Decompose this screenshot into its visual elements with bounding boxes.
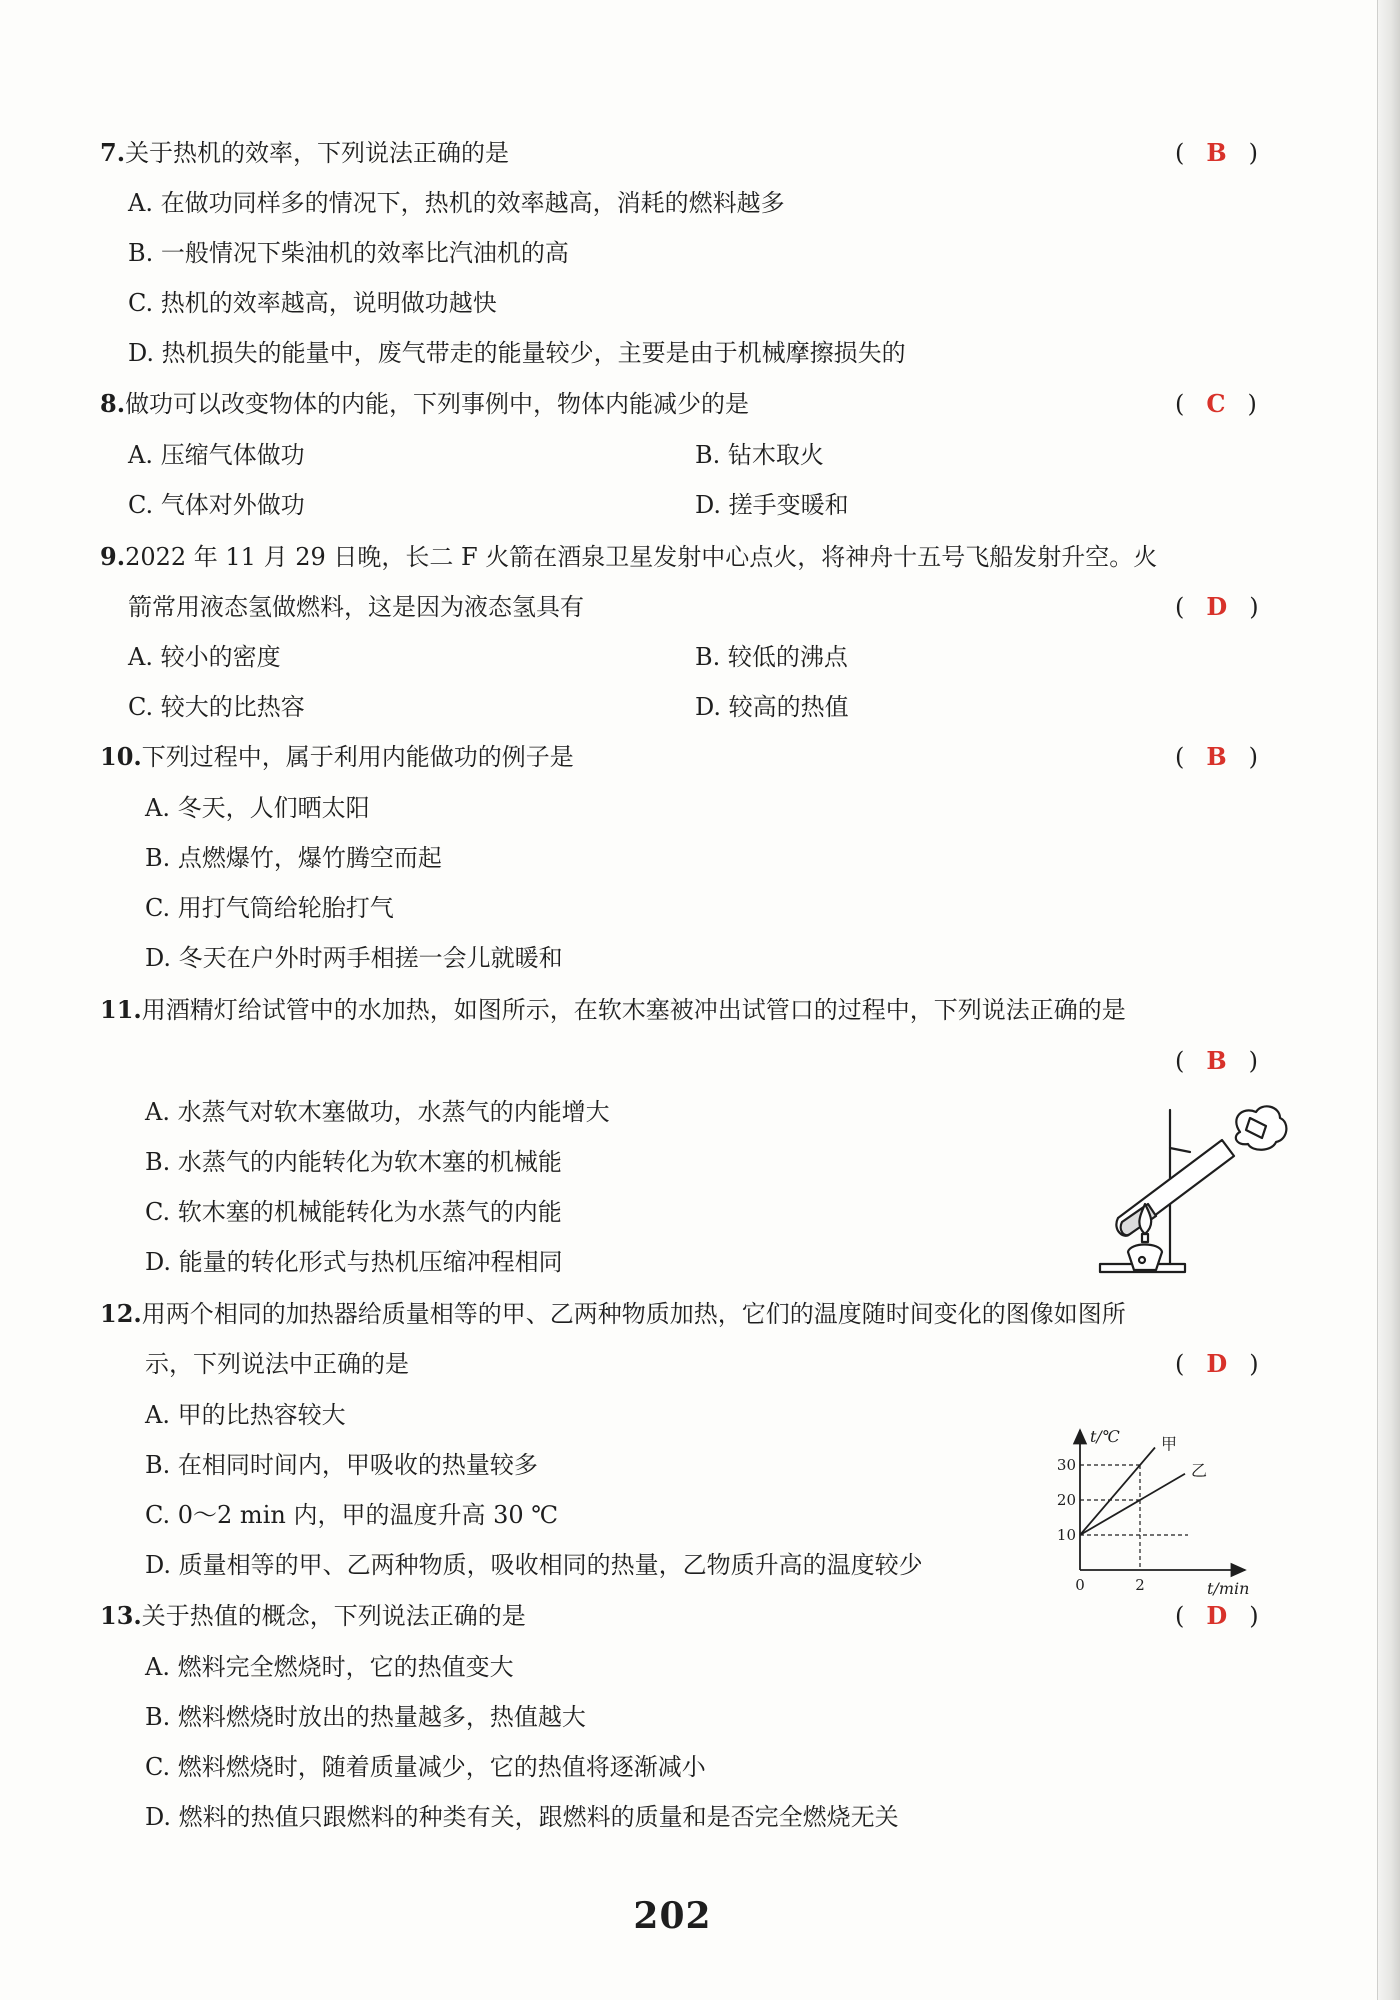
answer-letter: B: [1206, 1046, 1227, 1075]
question-text: 关于热机的效率，下列说法正确的是: [125, 139, 510, 167]
x-tick-label: 2: [1135, 1576, 1145, 1594]
question-text: 做功可以改变物体的内能，下列事例中，物体内能减少的是: [125, 390, 750, 418]
question-number: 9.: [100, 542, 126, 571]
question-8-answer: ( C ): [1175, 389, 1257, 418]
option-c: C. 气体对外做功: [128, 491, 305, 519]
question-number: 8.: [100, 389, 126, 418]
series-line-2: [1080, 1474, 1185, 1535]
option-b: B. 水蒸气的内能转化为软木塞的机械能: [145, 1148, 562, 1176]
question-text: 用酒精灯给试管中的水加热，如图所示，在软木塞被冲出试管口的过程中，下列说法正确的是: [141, 996, 1126, 1024]
option-c: C. 用打气筒给轮胎打气: [145, 894, 394, 922]
x-axis-label: t/min: [1207, 1579, 1250, 1598]
question-text: 关于热值的概念，下列说法正确的是: [141, 1602, 526, 1630]
y-axis-label: t/℃: [1090, 1427, 1120, 1446]
y-tick-label: 30: [1056, 1456, 1076, 1474]
option-d: D. 质量相等的甲、乙两种物质，吸收相同的热量，乙物质升高的温度较少: [145, 1551, 923, 1579]
option-c: C. 热机的效率越高，说明做功越快: [128, 289, 497, 317]
question-11-answer: ( B ): [1175, 1046, 1259, 1075]
series-line-1: [1080, 1448, 1155, 1536]
question-7-stem: [100, 133, 509, 173]
x-tick-label: 0: [1075, 1576, 1085, 1594]
series-label: 乙: [1191, 1460, 1208, 1480]
option-a: A. 较小的密度: [128, 643, 281, 671]
answer-letter: B: [1206, 742, 1227, 771]
answer-letter: C: [1206, 389, 1226, 418]
question-number: 11.: [100, 995, 142, 1024]
question-11-stem: [100, 990, 1126, 1030]
option-b: B. 钻木取火: [695, 441, 824, 469]
option-a: A. 冬天，人们晒太阳: [145, 794, 370, 822]
question-13-stem: [100, 1596, 526, 1636]
question-8-stem: [100, 384, 749, 424]
option-d: D. 能量的转化形式与热机压缩冲程相同: [145, 1248, 563, 1276]
option-c: C. 燃料燃烧时，随着质量减少，它的热值将逐渐减小: [145, 1753, 706, 1781]
answer-letter: D: [1206, 1349, 1228, 1378]
option-b: B. 点燃爆竹，爆竹腾空而起: [145, 844, 442, 872]
option-d: D. 燃料的热值只跟燃料的种类有关，跟燃料的质量和是否完全燃烧无关: [145, 1803, 899, 1831]
option-a: A. 燃料完全燃烧时，它的热值变大: [145, 1653, 514, 1681]
option-b: B. 较低的沸点: [695, 643, 848, 671]
question-9-answer: ( D ): [1175, 592, 1259, 621]
answer-letter: D: [1206, 592, 1228, 621]
option-b: B. 一般情况下柴油机的效率比汽油机的高: [128, 239, 569, 267]
option-b: B. 在相同时间内，甲吸收的热量较多: [145, 1451, 538, 1479]
question-12-stem: [100, 1294, 1126, 1334]
temperature-time-chart: [1040, 1400, 1280, 1600]
answer-letter: D: [1206, 1601, 1228, 1630]
option-d: D. 热机损失的能量中，废气带走的能量较少，主要是由于机械摩擦损失的: [128, 339, 906, 367]
question-text: 用两个相同的加热器给质量相等的甲、乙两种物质加热，它们的温度随时间变化的图像如图所: [141, 1300, 1126, 1328]
question-7-answer: ( B ): [1175, 138, 1259, 167]
question-10-stem: [100, 737, 574, 777]
question-10-answer: ( B ): [1175, 742, 1259, 771]
question-text: 2022 年 11 月 29 日晚，长二 F 火箭在酒泉卫星发射中心点火，将神舟十五号飞船发射升空。火: [125, 543, 1158, 571]
question-number: 12.: [100, 1299, 142, 1328]
page-number: 202: [633, 1895, 712, 1937]
option-a: A. 水蒸气对软木塞做功，水蒸气的内能增大: [145, 1098, 610, 1126]
option-c: C. 较大的比热容: [128, 693, 305, 721]
question-9-stem: [100, 537, 1157, 577]
question-9-stem-cont: 箭常用液态氢做燃料，这是因为液态氢具有: [128, 593, 584, 621]
option-a: A. 在做功同样多的情况下，热机的效率越高，消耗的燃料越多: [128, 189, 785, 217]
question-text: 下列过程中，属于利用内能做功的例子是: [141, 743, 574, 771]
option-b: B. 燃料燃烧时放出的热量越多，热值越大: [145, 1703, 586, 1731]
answer-letter: B: [1206, 138, 1227, 167]
y-tick-label: 20: [1056, 1491, 1076, 1509]
question-12-stem-cont: 示，下列说法中正确的是: [145, 1350, 409, 1378]
option-d: D. 较高的热值: [695, 693, 849, 721]
test-tube-apparatus-figure: [1090, 1100, 1290, 1280]
option-a: A. 甲的比热容较大: [145, 1401, 346, 1429]
option-d: D. 搓手变暖和: [695, 491, 849, 519]
question-13-answer: ( D ): [1175, 1601, 1259, 1630]
option-a: A. 压缩气体做功: [128, 441, 305, 469]
question-12-answer: ( D ): [1175, 1349, 1259, 1378]
question-number: 10.: [100, 742, 142, 771]
option-c: C. 软木塞的机械能转化为水蒸气的内能: [145, 1198, 562, 1226]
y-tick-label: 10: [1056, 1526, 1076, 1544]
series-label: 甲: [1161, 1434, 1178, 1454]
question-number: 7.: [100, 138, 126, 167]
option-c: C. 0～2 min 内，甲的温度升高 30 ℃: [145, 1501, 559, 1529]
question-number: 13.: [100, 1601, 142, 1630]
option-d: D. 冬天在户外时两手相搓一会儿就暖和: [145, 944, 563, 972]
